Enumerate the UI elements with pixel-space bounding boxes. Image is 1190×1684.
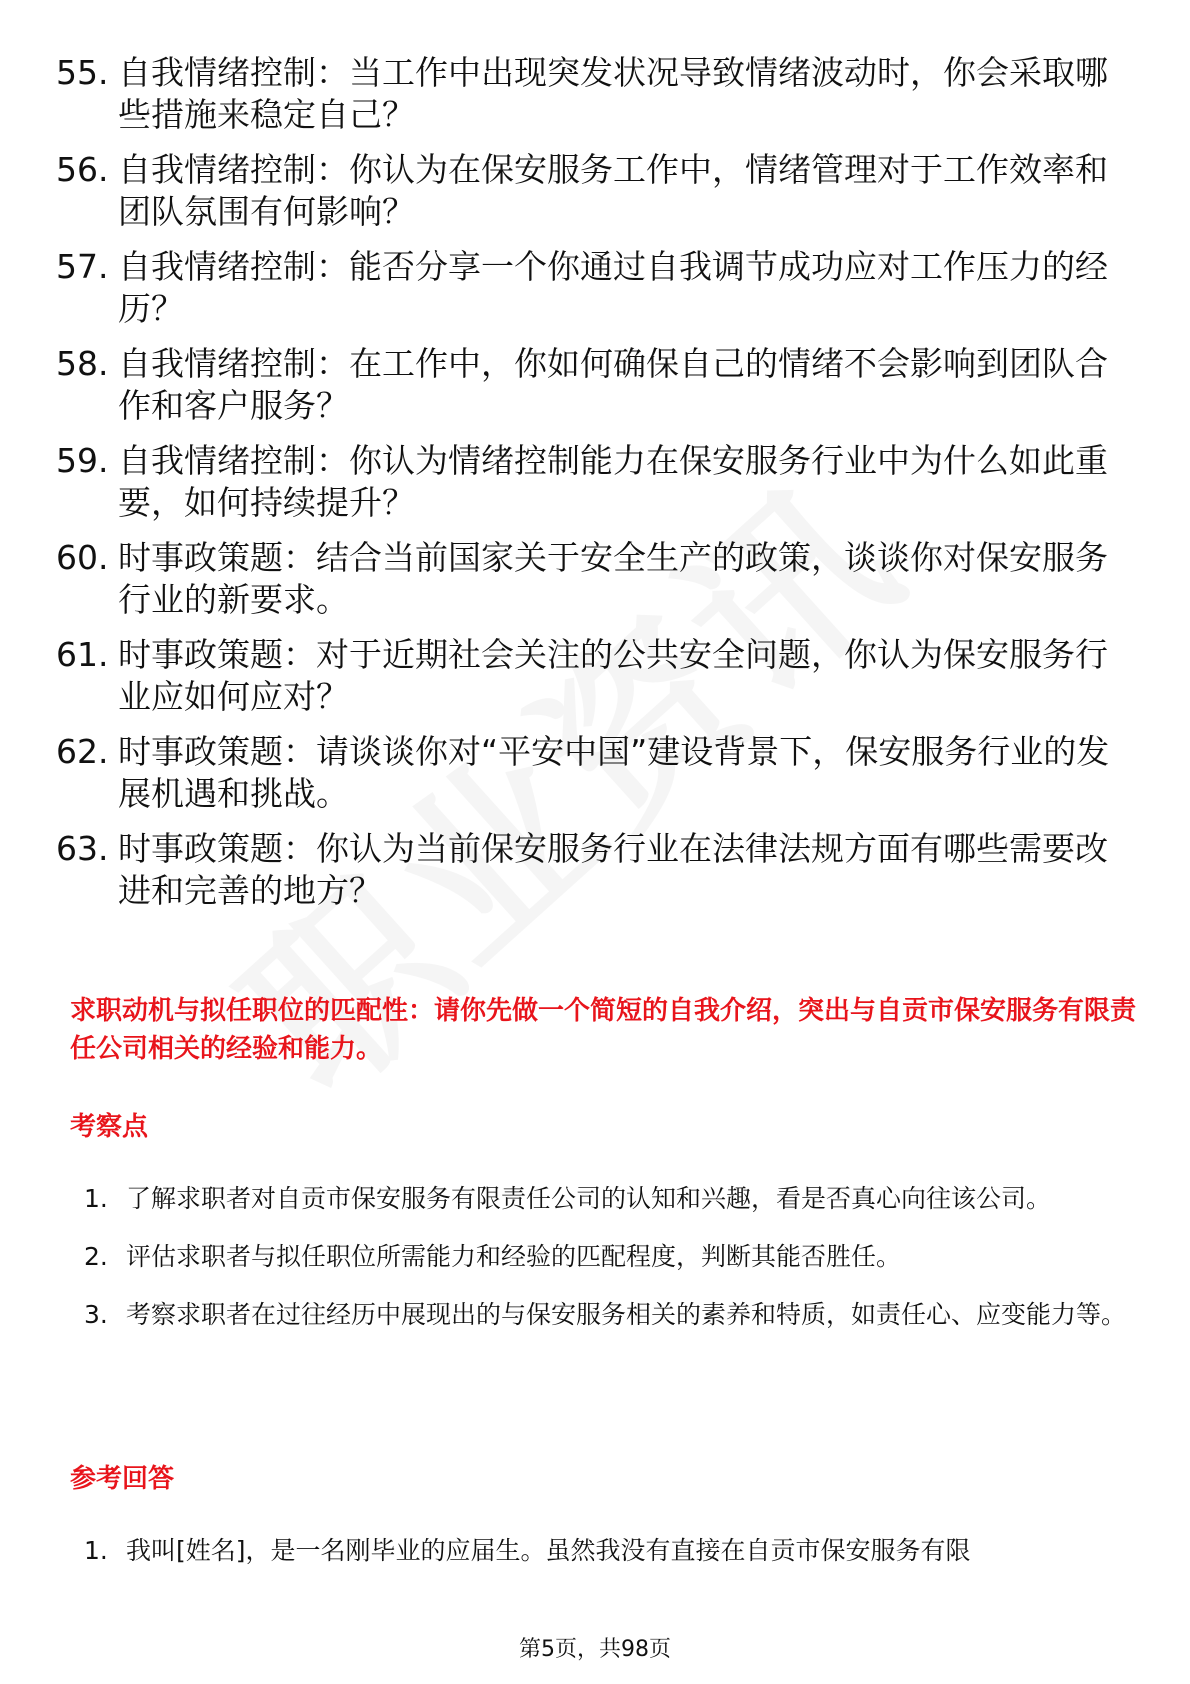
points-heading: 考察点 xyxy=(70,1112,149,1142)
question-number: 55. xyxy=(56,53,109,92)
points-list xyxy=(84,1170,1134,1344)
point-item xyxy=(84,1228,1134,1286)
page-footer: 第5页，共98页 xyxy=(519,1637,671,1662)
question-number: 60. xyxy=(56,538,109,577)
point-text: 考察求职者在过往经历中展现出的与保安服务相关的素养和特质，如责任心、应变能力等。 xyxy=(126,1300,1127,1329)
section-title: 求职动机与拟任职位的匹配性：请你先做一个简短的自我介绍，突出与自贡市保安服务有限责任公司相关的经验和能力。 xyxy=(70,996,1137,1064)
point-item xyxy=(84,1170,1134,1228)
point-number: 1. xyxy=(84,1184,108,1213)
point-text: 了解求职者对自贡市保安服务有限责任公司的认知和兴趣，看是否真心向往该公司。 xyxy=(126,1184,1052,1213)
answer-list xyxy=(84,1522,1134,1580)
point-item xyxy=(84,1286,1134,1344)
answer-heading: 参考回答 xyxy=(70,1464,175,1494)
question-number: 58. xyxy=(56,344,109,383)
question-number: 61. xyxy=(56,635,109,674)
question-text: 时事政策题：你认为当前保安服务行业在法律法规方面有哪些需要改进和完善的地方？ xyxy=(118,829,1108,910)
question-text: 自我情绪控制：能否分享一个你通过自我调节成功应对工作压力的经历？ xyxy=(118,247,1108,328)
question-item xyxy=(56,343,1136,427)
question-text: 自我情绪控制：你认为情绪控制能力在保安服务行业中为什么如此重要，如何持续提升？ xyxy=(118,441,1108,522)
question-item xyxy=(56,731,1136,815)
question-text: 时事政策题：请谈谈你对“平安中国”建设背景下，保安服务行业的发展机遇和挑战。 xyxy=(118,732,1110,813)
point-text: 评估求职者与拟任职位所需能力和经验的匹配程度，判断其能否胜任。 xyxy=(126,1242,902,1271)
question-number: 63. xyxy=(56,829,109,868)
answer-text: 我叫[姓名]，是一名刚毕业的应届生。虽然我没有直接在自贡市保安服务有限 xyxy=(126,1536,971,1565)
question-number: 59. xyxy=(56,441,109,480)
point-number: 3. xyxy=(84,1300,108,1329)
question-list xyxy=(56,52,1136,925)
question-text: 自我情绪控制：当工作中出现突发状况导致情绪波动时，你会采取哪些措施来稳定自己？ xyxy=(118,53,1108,134)
question-item xyxy=(56,246,1136,330)
answer-number: 1. xyxy=(84,1536,108,1565)
question-number: 56. xyxy=(56,150,109,189)
question-item xyxy=(56,149,1136,233)
question-number: 57. xyxy=(56,247,109,286)
answer-item xyxy=(84,1522,1134,1580)
question-item xyxy=(56,440,1136,524)
question-number: 62. xyxy=(56,732,109,771)
point-number: 2. xyxy=(84,1242,108,1271)
question-text: 自我情绪控制：你认为在保安服务工作中，情绪管理对于工作效率和团队氛围有何影响？ xyxy=(118,150,1108,231)
question-text: 时事政策题：结合当前国家关于安全生产的政策，谈谈你对保安服务行业的新要求。 xyxy=(118,538,1108,619)
question-text: 时事政策题：对于近期社会关注的公共安全问题，你认为保安服务行业应如何应对？ xyxy=(118,635,1108,716)
question-text: 自我情绪控制：在工作中，你如何确保自己的情绪不会影响到团队合作和客户服务？ xyxy=(118,344,1108,425)
question-item xyxy=(56,634,1136,718)
question-item xyxy=(56,537,1136,621)
question-item xyxy=(56,52,1136,136)
question-item xyxy=(56,828,1136,912)
